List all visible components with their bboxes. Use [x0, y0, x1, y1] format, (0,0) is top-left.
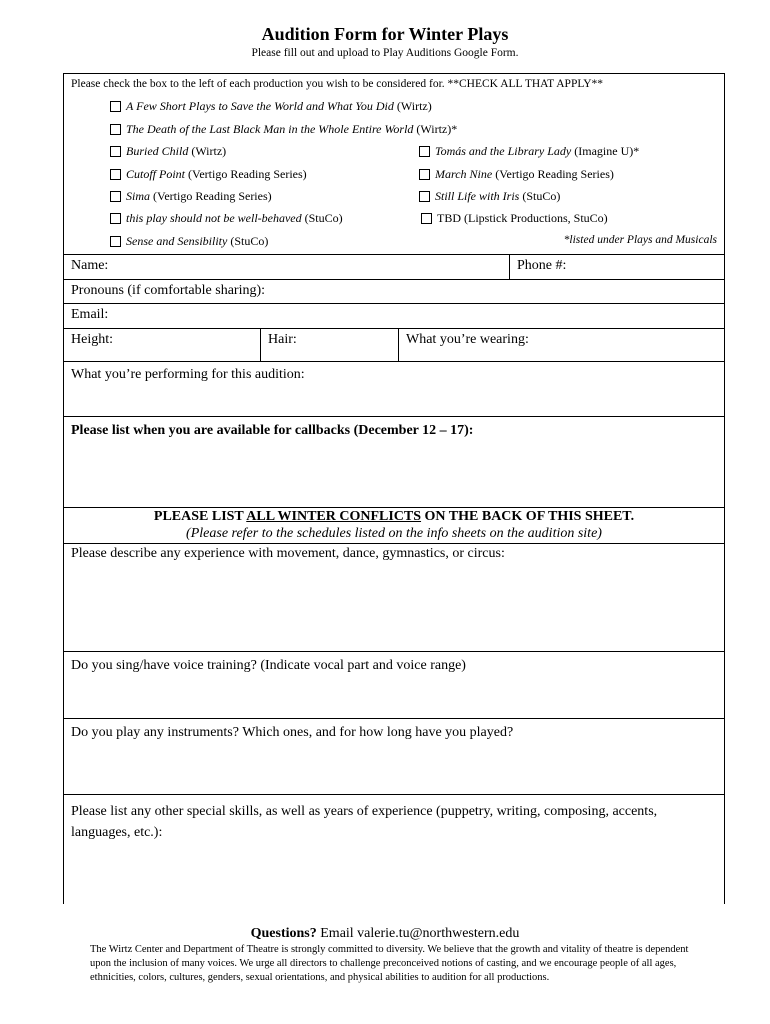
conflicts-notice: PLEASE LIST ALL WINTER CONFLICTS ON THE BACK OF THIS SHEET.: [153, 509, 635, 524]
appearance-row: [64, 329, 724, 362]
height-field[interactable]: Height:: [71, 332, 113, 347]
voice-field[interactable]: [64, 653, 724, 719]
production-option[interactable]: Sense and Sensibility (StuCo): [110, 234, 268, 248]
form-table: [63, 73, 725, 904]
name-phone-row: [64, 255, 724, 280]
movement-field[interactable]: [64, 544, 724, 652]
production-option[interactable]: this play should not be well-behaved (StuCo): [110, 211, 343, 225]
form-subtitle: Please fill out and upload to Play Auditions Google Form.: [251, 47, 519, 59]
name-field[interactable]: Name:: [71, 258, 109, 273]
checkbox[interactable]: [110, 169, 121, 180]
pronouns-field[interactable]: Pronouns (if comfortable sharing):: [71, 283, 266, 298]
productions-footnote: *listed under Plays and Musicals: [563, 234, 717, 246]
production-option[interactable]: Tomás and the Library Lady (Imagine U)*: [419, 144, 639, 158]
production-option[interactable]: Cutoff Point (Vertigo Reading Series): [110, 167, 307, 181]
performing-field[interactable]: [64, 362, 724, 417]
checkbox[interactable]: [110, 124, 121, 135]
production-option[interactable]: March Nine (Vertigo Reading Series): [419, 167, 614, 181]
production-option[interactable]: Buried Child (Wirtz): [110, 144, 226, 158]
questions-line: Questions? Email valerie.tu@northwestern.edu: [250, 926, 520, 941]
checkbox[interactable]: [421, 213, 432, 224]
contact-email[interactable]: Email valerie.tu@northwestern.edu: [316, 926, 520, 941]
form-title: Audition Form for Winter Plays: [261, 24, 509, 44]
performing-label: What you’re performing for this audition:: [71, 367, 305, 382]
checkbox[interactable]: [110, 146, 121, 157]
phone-field[interactable]: Phone #:: [509, 255, 724, 279]
production-option[interactable]: Still Life with Iris (StuCo): [419, 189, 560, 203]
hair-field[interactable]: Hair:: [260, 329, 398, 361]
production-option[interactable]: A Few Short Plays to Save the World and What You Did (Wirtz): [110, 99, 432, 113]
checkbox[interactable]: [419, 191, 430, 202]
checkbox[interactable]: [110, 101, 121, 112]
diversity-statement: The Wirtz Center and Department of Theatre is strongly committed to diversity. We believe that the growth and vitality of theatre is dependent upon the inclusion of many voices. We urge all directors to challenge preconceived notions of casting, and we encourage people of all ages, ethnicities, colors, cultures, genders, sexual orientations, and physical abilities to audition for all productions.: [90, 944, 689, 983]
email-field[interactable]: Email:: [71, 307, 109, 322]
checkbox[interactable]: [419, 169, 430, 180]
checkbox[interactable]: [110, 213, 121, 224]
callbacks-field[interactable]: [64, 418, 724, 508]
voice-label: Do you sing/have voice training? (Indicate vocal part and voice range): [71, 658, 466, 673]
productions-instructions: Please check the box to the left of each production you wish to be considered for. **CHECK ALL THAT APPLY**: [71, 78, 604, 90]
instruments-label: Do you play any instruments? Which ones, and for how long have you played?: [71, 725, 514, 740]
production-option[interactable]: TBD (Lipstick Productions, StuCo): [421, 211, 608, 225]
checkbox[interactable]: [419, 146, 430, 157]
instruments-field[interactable]: [64, 720, 724, 795]
production-option[interactable]: Sima (Vertigo Reading Series): [110, 189, 272, 203]
wearing-field[interactable]: What you’re wearing:: [398, 329, 724, 361]
callbacks-label: Please list when you are available for callbacks (December 12 – 17):: [71, 423, 474, 438]
pronouns-row: [64, 280, 724, 304]
skills-field[interactable]: [64, 796, 724, 904]
checkbox[interactable]: [110, 236, 121, 247]
conflicts-subnote: (Please refer to the schedules listed on the info sheets on the audition site): [186, 526, 602, 541]
movement-label: Please describe any experience with movement, dance, gymnastics, or circus:: [71, 546, 505, 561]
productions-section: [64, 74, 724, 255]
email-row: [64, 304, 724, 329]
production-option[interactable]: The Death of the Last Black Man in the Whole Entire World (Wirtz)*: [110, 122, 457, 136]
checkbox[interactable]: [110, 191, 121, 202]
skills-label: Please list any other special skills, as well as years of experience (puppetry, writing, composing, accents, languages, etc.):: [71, 804, 658, 840]
